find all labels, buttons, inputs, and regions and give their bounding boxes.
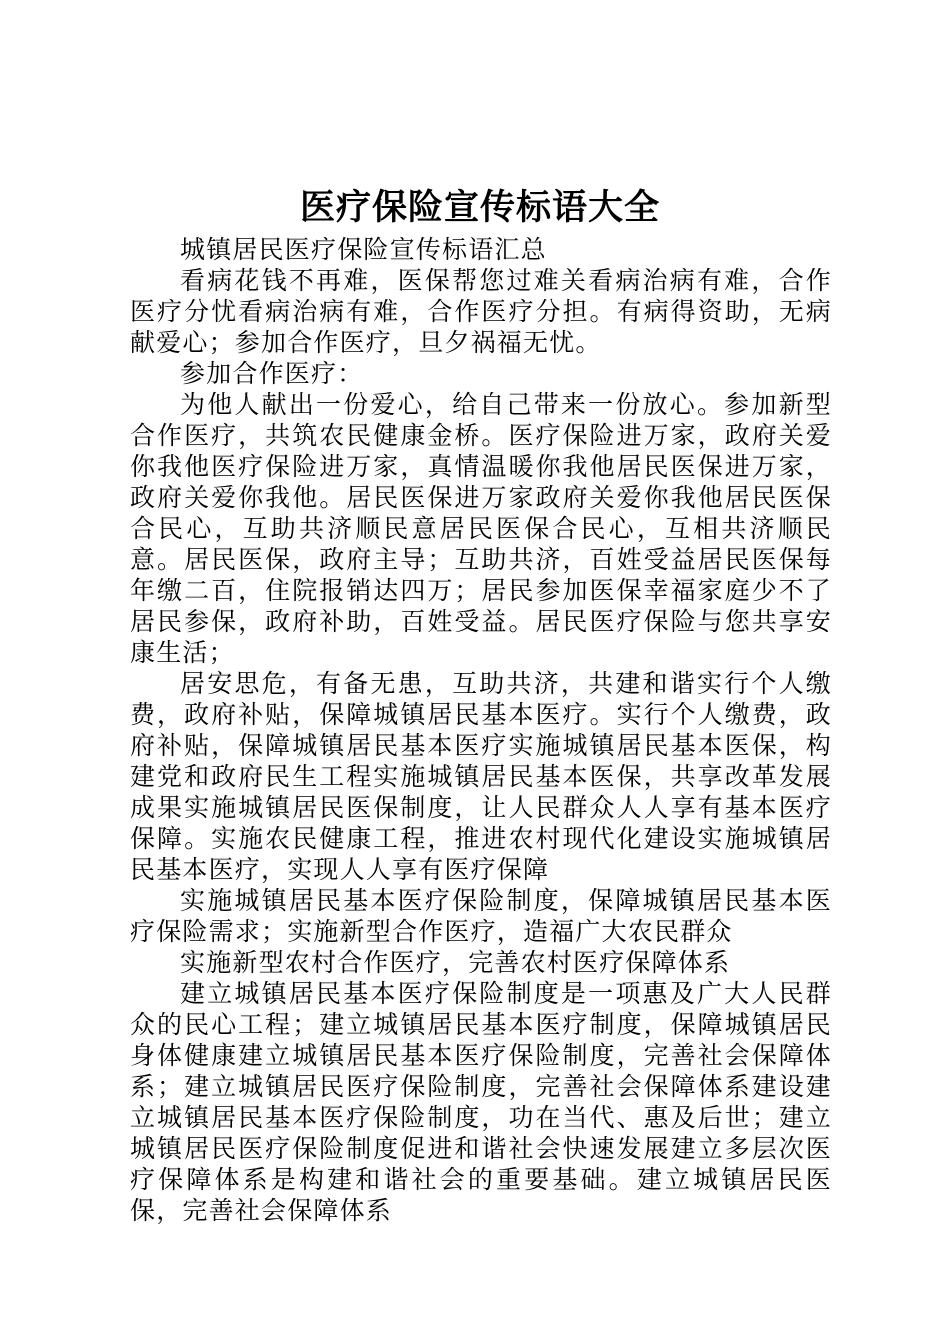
document-body — [130, 234, 832, 1226]
paragraph: 看病花钱不再难，医保帮您过难关看病治病有难，合作医疗分忧看病治病有难，合作医疗分担。有病得资助，无病献爱心；参加合作医疗，旦夕祸福无忧。 — [130, 266, 832, 357]
paragraph: 建立城镇居民基本医疗保险制度是一项惠及广大人民群众的民心工程；建立城镇居民基本医疗制度，保障城镇居民身体健康建立城镇居民基本医疗保险制度，完善社会保障体系；建立城镇居民医疗保险制度，完善社会保障体系建设建立城镇居民基本医疗保险制度，功在当代、惠及后世；建立城镇居民医疗保险制度促进和谐社会快速发展建立多层次医疗保障体系是构建和谐社会的重要基础。建立城镇居民医保，完善社会保障体系 — [130, 979, 832, 1225]
paragraph: 居安思危，有备无患，互助共济，共建和谐实行个人缴费，政府补贴，保障城镇居民基本医疗。实行个人缴费，政府补贴，保障城镇居民基本医疗实施城镇居民基本医保，构建党和政府民生工程实施城镇居民基本医保，共享改革发展成果实施城镇居民医保制度，让人民群众人人享有基本医疗保障。实施农民健康工程，推进农村现代化建设实施城镇居民基本医疗，实现人人享有医疗保障 — [130, 669, 832, 884]
document-title: 医疗保险宣传标语大全 — [299, 188, 660, 228]
paragraph: 实施城镇居民基本医疗保险制度，保障城镇居民基本医疗保险需求；实施新型合作医疗，造福广大农民群众 — [130, 886, 832, 946]
paragraph-subtitle: 城镇居民医疗保险宣传标语汇总 — [180, 235, 547, 264]
paragraph: 参加合作医疗： — [180, 359, 364, 388]
paragraph: 实施新型农村合作医疗，完善农村医疗保障体系 — [180, 948, 731, 977]
paragraph: 为他人献出一份爱心，给自己带来一份放心。参加新型合作医疗，共筑农民健康金桥。医疗保险进万家，政府关爱你我他医疗保险进万家，真情温暖你我他居民医保进万家，政府关爱你我他。居民医保进万家政府关爱你我他居民医保合民心，互助共济顺民意居民医保合民心，互相共济顺民意。居民医保，政府主导；互助共济，百姓受益居民医保每年缴二百，住院报销达四万；居民参加医保幸福家庭少不了居民参保，政府补助，百姓受益。居民医疗保险与您共享安康生活； — [130, 390, 832, 667]
